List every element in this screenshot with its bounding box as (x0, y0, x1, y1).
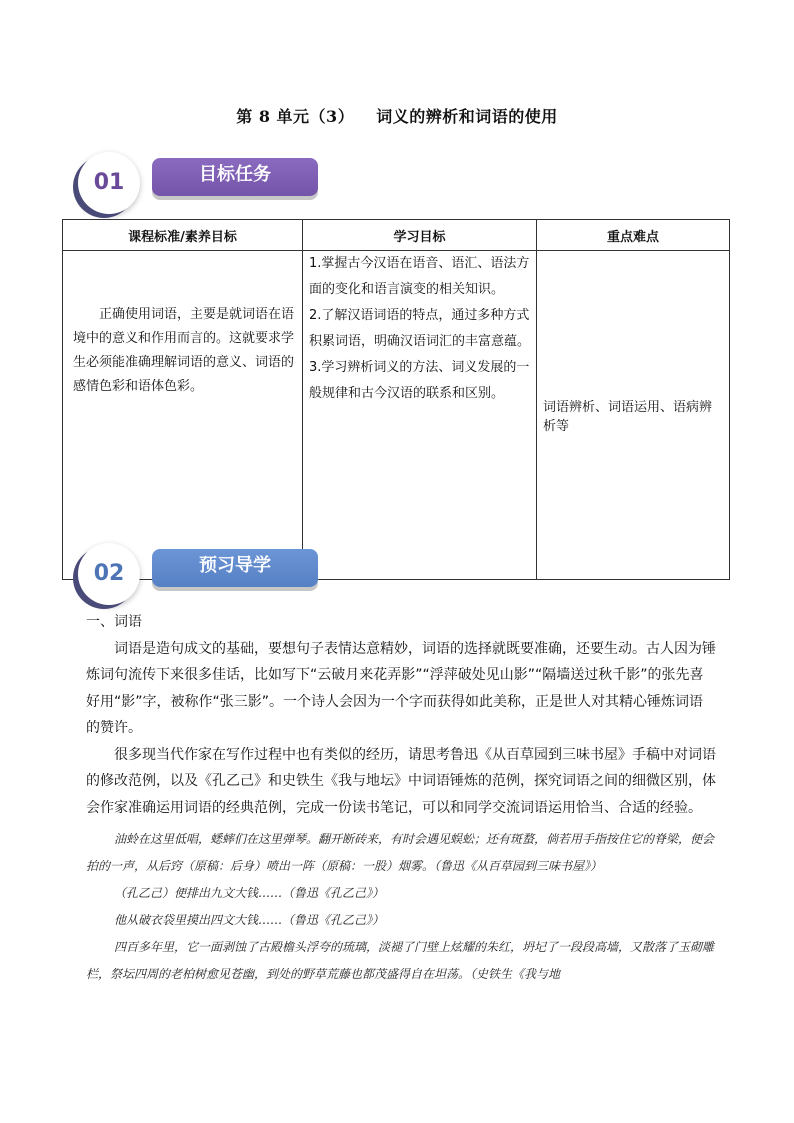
section-number: 01 (93, 170, 125, 195)
preview-paragraph: 很多现当代作家在写作过程中也有类似的经历，请思考鲁迅《从百草园到三味书屋》手稿中对词语的修改范例，以及《孔乙己》和史铁生《我与地坛》中词语锤炼的范例，探究词语之间的细微区别，体会作家准确运用词语的经典范例，完成一份读书笔记，可以和同学交流词语运用恰当、合适的经验。 (86, 746, 716, 816)
goal-item: 1.掌握古今汉语在语音、语汇、语法方面的变化和语言演变的相关知识。 (309, 256, 530, 297)
preview-paragraph: 词语是造句成文的基础，要想句子表情达意精妙，词语的选择就既要准确，还要生动。古人因为锤炼词句流传下来很多佳话，比如写下“云破月来花弄影”“浮萍破处见山影”“隔墙送过秋千影”的张先喜好用“影”字，被称作“张三影”。一个诗人会因为一个字而获得如此美称，正是世人对其精心锤炼词语的赞许。 (86, 640, 716, 736)
quote-paragraph: 油蛉在这里低唱，蟋蟀们在这里弹琴。翻开断砖来，有时会遇见蜈蚣；还有斑蝥，倘若用手指按住它的脊梁，便会拍的一声，从后窍（原稿：后身）喷出一阵（原稿：一股）烟雾。（鲁迅《从百草园到三味书屋》） (86, 832, 715, 873)
goal-item: 3.学习辨析词义的方法、词义发展的一般规律和古今汉语的联系和区别。 (309, 360, 530, 401)
table-header-standard: 课程标准/素养目标 (63, 220, 303, 251)
section-header-goals (78, 152, 338, 216)
quote-paragraph: （孔乙己）便排出九文大钱……（鲁迅《孔乙己》） (114, 886, 385, 900)
table-cell-standard: 正确使用词语，主要是就词语在语境中的意义和作用而言的。这就要求学生必须能准确理解词语的意义、词语的感情色彩和语体色彩。 (63, 251, 303, 580)
quote-paragraph: 他从破衣袋里摸出四文大钱……（鲁迅《孔乙己》） (114, 913, 385, 927)
section-title-bar: 目标任务 (152, 158, 318, 196)
quote-block (86, 826, 718, 988)
section-header-preview (78, 543, 338, 607)
section-number: 02 (93, 561, 125, 586)
preview-body (86, 609, 716, 821)
preview-heading: 一、词语 (86, 614, 142, 630)
page-title (0, 104, 794, 127)
page-title-topic: 词义的辨析和词语的使用 (376, 107, 558, 126)
quote-paragraph: 四百多年里，它一面剥蚀了古殿檐头浮夸的琉璃，淡褪了门壁上炫耀的朱红，坍圮了一段段高墙，又散落了玉砌雕栏，祭坛四周的老柏树愈见苍幽，到处的野草荒藤也都茂盛得自在坦荡。（史铁生《我与地 (86, 940, 715, 981)
table-header-goals: 学习目标 (303, 220, 537, 251)
table-cell-key: 词语辨析、词语运用、语病辨析等 (537, 251, 730, 580)
table-cell-goals (303, 251, 537, 580)
table-header-key: 重点难点 (537, 220, 730, 251)
section-title-bar: 预习导学 (152, 549, 318, 587)
goal-item: 2.了解汉语词语的特点，通过多种方式积累词语，明确汉语词汇的丰富意蕴。 (309, 308, 531, 349)
goals-table (62, 219, 730, 580)
page-title-unit: 第 8 单元（3） (236, 107, 355, 126)
